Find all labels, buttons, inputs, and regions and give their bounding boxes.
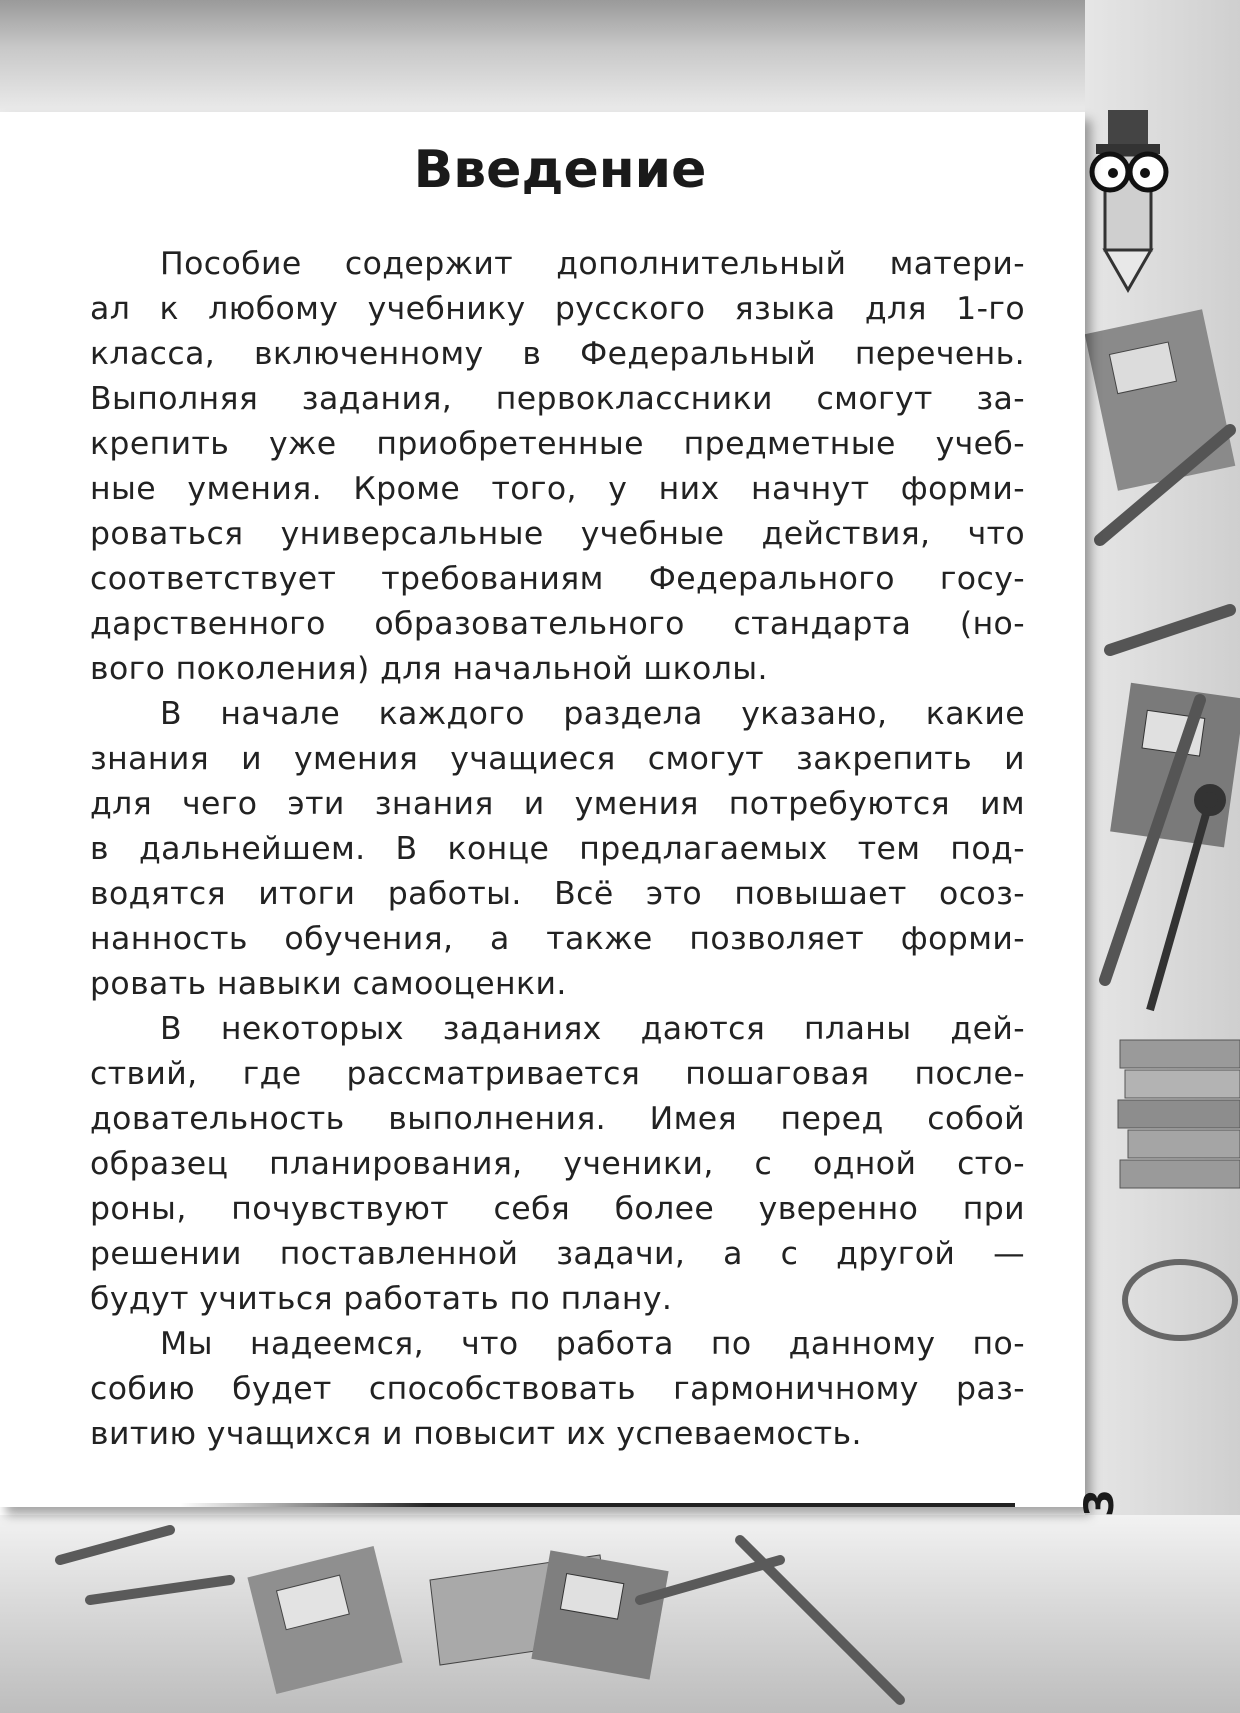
text-line: В начале каждого раздела указано, какие <box>160 696 1025 732</box>
text-line: дарственного образовательного стандарта (но- <box>90 606 1025 642</box>
paragraph <box>90 1322 1025 1457</box>
text-line: витию учащихся и повысит их успеваемость. <box>90 1416 862 1452</box>
text-line: ал к любому учебнику русского языка для 1-го <box>90 291 1025 327</box>
text-line: решении поставленной задачи, а с другой — <box>90 1236 1025 1272</box>
page-number: 3 <box>1077 1489 1123 1517</box>
body-text <box>90 242 1025 1457</box>
text-line: ные умения. Кроме того, у них начнут форми- <box>90 471 1025 507</box>
notebook-icon <box>1085 309 1236 490</box>
text-line: водятся итоги работы. Всё это повышает осоз- <box>90 876 1025 912</box>
text-line: соответствует требованиям Федерального госу- <box>90 561 1025 597</box>
text-line: Пособие содержит дополнительный матери- <box>160 246 1025 282</box>
text-line: для чего эти знания и умения потребуются им <box>90 786 1025 822</box>
text-line: довательность выполнения. Имея перед собой <box>90 1101 1025 1137</box>
text-line: вого поколения) для начальной школы. <box>90 651 768 687</box>
text-line: крепить уже приобретенные предметные учеб- <box>90 426 1025 462</box>
text-line: класса, включенному в Федеральный перечень. <box>90 336 1025 372</box>
text-line: знания и умения учащиеся смогут закрепить и <box>90 741 1025 777</box>
text-line: образец планирования, ученики, с одной сто- <box>90 1146 1025 1182</box>
text-line: роны, почувствуют себя более уверенно при <box>90 1191 1025 1227</box>
text-line: В некоторых заданиях даются планы дей- <box>160 1011 1025 1047</box>
text-line: будут учиться работать по плану. <box>90 1281 673 1317</box>
text-line: ровать навыки самооценки. <box>90 966 567 1002</box>
paragraph <box>90 1007 1025 1322</box>
book-icon <box>1118 1040 1240 1188</box>
paragraph <box>90 242 1025 692</box>
notebook-icon <box>247 1546 402 1694</box>
text-line: нанность обучения, а также позволяет форми- <box>90 921 1025 957</box>
text-line: Мы надеемся, что работа по данному по- <box>160 1326 1025 1362</box>
text-line: Выполняя задания, первоклассники смогут за- <box>90 381 1025 417</box>
text-line: ствий, где рассматривается пошаговая после- <box>90 1056 1025 1092</box>
paragraph <box>90 692 1025 1007</box>
text-line: в дальнейшем. В конце предлагаемых тем под- <box>90 831 1025 867</box>
page-title: Введение <box>413 140 707 200</box>
text-line: роваться универсальные учебные действия, что <box>90 516 1025 552</box>
text-line: собию будет способствовать гармоничному раз- <box>90 1371 1025 1407</box>
notebook-icon <box>531 1550 668 1679</box>
pencil-mascot-icon <box>1092 110 1166 290</box>
